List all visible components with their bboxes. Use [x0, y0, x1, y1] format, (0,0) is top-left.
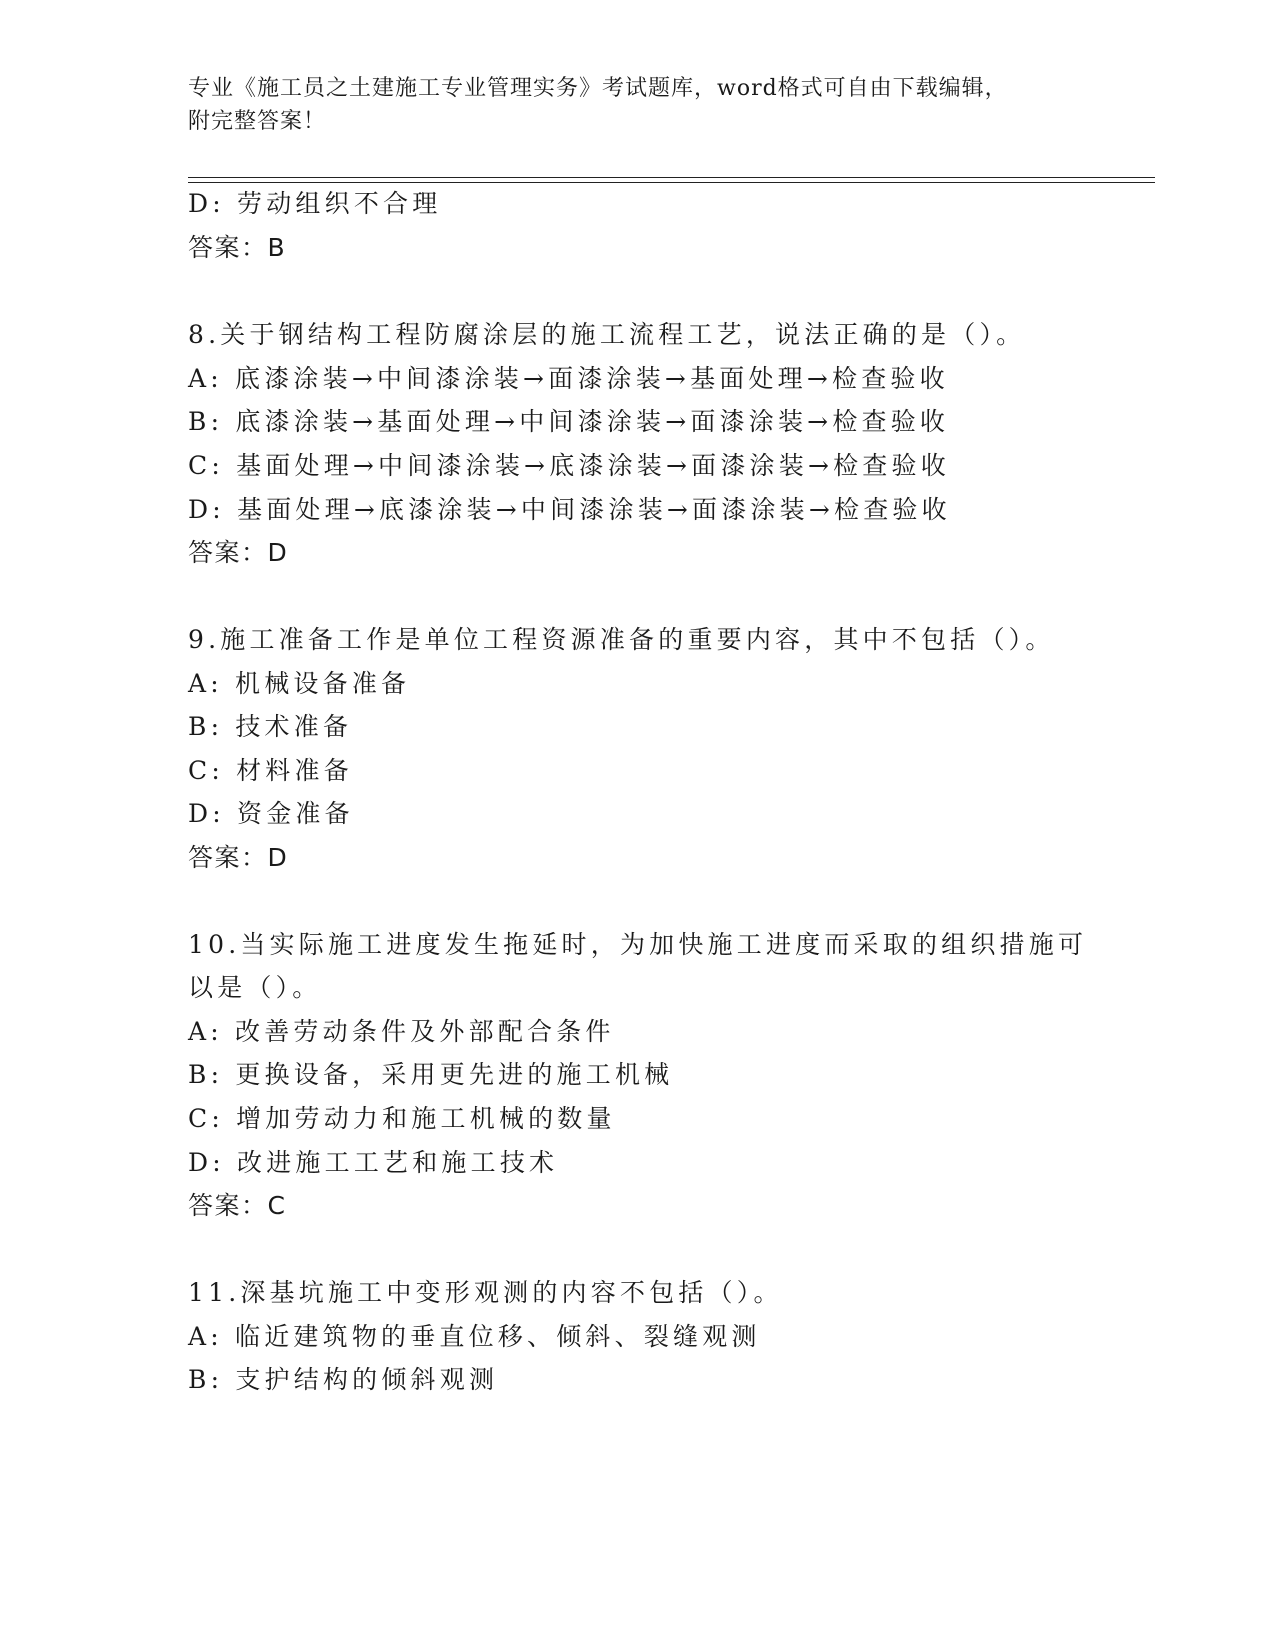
question-9-option-b: B: 技术准备 [188, 712, 353, 741]
question-10-option-d: D: 改进施工工艺和施工技术 [188, 1148, 559, 1177]
document-header [188, 72, 1088, 138]
question-10-option-a: A: 改善劳动条件及外部配合条件 [188, 1017, 615, 1046]
question-9-option-c: C: 材料准备 [188, 756, 353, 785]
prev-option-d: D: 劳动组织不合理 [188, 189, 442, 218]
question-8-option-b: B: 底漆涂装→基面处理→中间漆涂装→面漆涂装→检查验收 [188, 407, 950, 436]
question-11-option-a: A: 临近建筑物的垂直位移、倾斜、裂缝观测 [188, 1322, 761, 1351]
question-10-option-b: B: 更换设备，采用更先进的施工机械 [188, 1060, 674, 1089]
question-10-stem-line-1: 10.当实际施工进度发生拖延时，为加快施工进度而采取的组织措施可 [188, 930, 1088, 959]
question-9-stem: 9.施工准备工作是单位工程资源准备的重要内容，其中不包括（）。 [188, 625, 1055, 654]
question-8-stem: 8.关于钢结构工程防腐涂层的施工流程工艺，说法正确的是（）。 [188, 320, 1026, 349]
question-9-answer: 答案：D [188, 843, 289, 872]
question-8-option-d: D: 基面处理→底漆涂装→中间漆涂装→面漆涂装→检查验收 [188, 495, 951, 524]
question-9-option-d: D: 资金准备 [188, 799, 354, 828]
prev-answer: 答案：B [188, 233, 287, 262]
question-10-option-c: C: 增加劳动力和施工机械的数量 [188, 1104, 616, 1133]
question-11-stem: 11.深基坑施工中变形观测的内容不包括（）。 [188, 1278, 783, 1307]
question-9-option-a: A: 机械设备准备 [188, 669, 411, 698]
question-8-option-c: C: 基面处理→中间漆涂装→底漆涂装→面漆涂装→检查验收 [188, 451, 950, 480]
question-8-answer: 答案：D [188, 538, 289, 567]
question-10-stem-line-2: 以是（）。 [188, 973, 322, 1002]
question-11-option-b: B: 支护结构的倾斜观测 [188, 1365, 499, 1394]
header-line-2: 附完整答案！ [188, 109, 327, 134]
question-8-option-a: A: 底漆涂装→中间漆涂装→面漆涂装→基面处理→检查验收 [188, 364, 949, 393]
header-divider-top [188, 177, 1155, 178]
question-10-answer: 答案：C [188, 1191, 287, 1220]
header-line-1: 专业《施工员之土建施工专业管理实务》考试题库，word格式可自由下载编辑， [188, 76, 1008, 101]
header-divider-bottom [188, 182, 1155, 183]
